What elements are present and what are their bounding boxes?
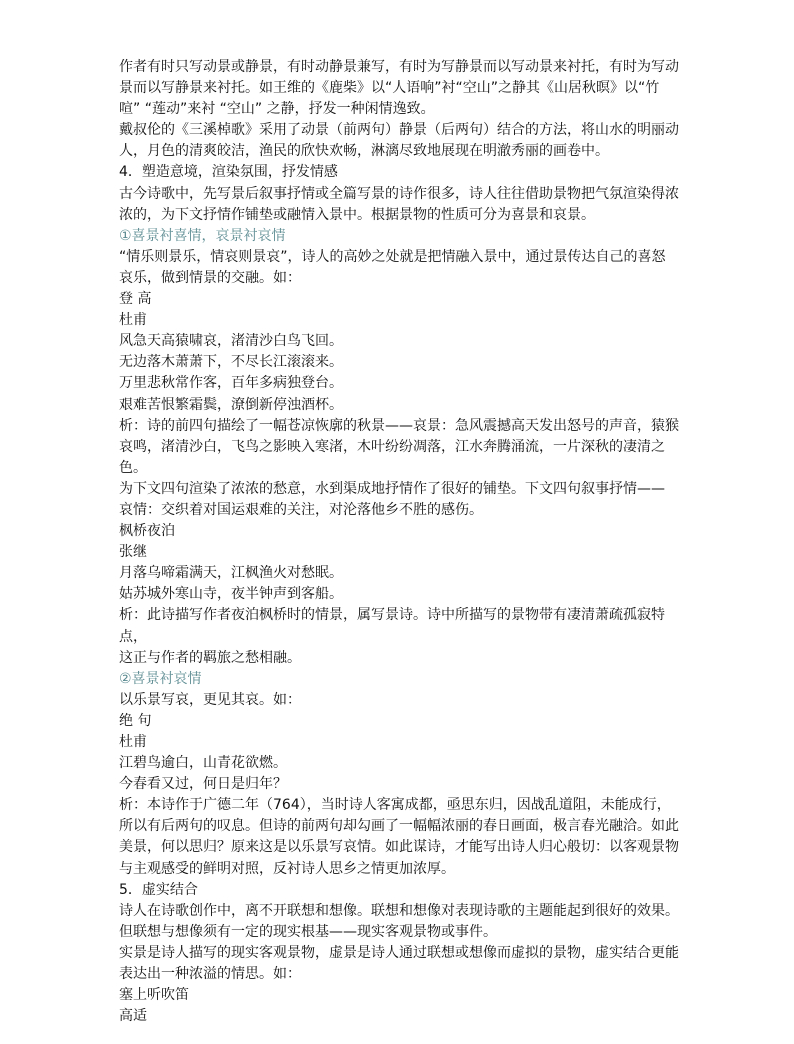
poem-title: 登 高 bbox=[119, 291, 152, 308]
text-line: 戴叔伦的《三溪棹歌》采用了动景（前两句）静景（后两句）结合的方法，将山水的明丽动 bbox=[119, 122, 679, 139]
text-line: 哀鸣，渚清沙白，飞鸟之影映入寒渚，木叶纷纷凋落，江水奔腾涌流，一片深秋的凄清之色。 bbox=[119, 438, 665, 476]
subsection-heading: ②喜景衬哀情 bbox=[119, 670, 202, 687]
text-line: 与主观感受的鲜明对照，反衬诗人思乡之情更加浓厚。 bbox=[119, 860, 455, 877]
text-line: 诗人在诗歌创作中，离不开联想和想像。联想和想像对表现诗歌的主题能起到很好的效果。 bbox=[119, 902, 679, 919]
text-line: 但联想与想像须有一定的现实根基——现实客观景物或事件。 bbox=[119, 923, 497, 940]
poem-line: 万里悲秋常作客，百年多病独登台。 bbox=[119, 375, 343, 392]
section-heading: 5．虚实结合 bbox=[119, 881, 198, 898]
text-line: 古今诗歌中，先写景后叙事抒情或全篇写景的诗作很多，诗人往往借助景物把气氛渲染得浓 bbox=[119, 185, 679, 202]
poem-author: 杜甫 bbox=[119, 734, 147, 750]
text-line: 析：此诗描写作者夜泊枫桥时的情景，属写景诗。诗中所描写的景物带有凄清萧疏孤寂特点， bbox=[119, 607, 665, 645]
text-line: 人，月色的清爽皎洁，渔民的欣快欢畅，淋漓尽致地展现在明澈秀丽的画卷中。 bbox=[119, 143, 609, 160]
poem-line: 江碧鸟逾白，山青花欲燃。 bbox=[119, 755, 287, 772]
text-line: 哀情：交织着对国运艰难的关注，对沦落他乡不胜的感伤。 bbox=[119, 501, 483, 518]
poem-author: 杜甫 bbox=[119, 312, 147, 329]
poem-line: 今春看又过，何日是归年？ bbox=[119, 776, 287, 793]
text-line: 景而以写静景来衬托。如王维的《鹿柴》以“人语响”衬“空山”之静其《山居秋暝》以“竹 bbox=[119, 80, 660, 97]
section-heading: 4．塑造意境，渲染氛围，抒发情感 bbox=[119, 164, 338, 181]
text-line: 作者有时只写动景或静景，有时动静景兼写，有时为写静景而以写动景来衬托，有时为写动 bbox=[119, 59, 679, 75]
text-line: 哀乐，做到情景的交融。如： bbox=[119, 269, 301, 286]
poem-title: 塞上听吹笛 bbox=[119, 987, 189, 1004]
poem-author: 张继 bbox=[119, 544, 147, 561]
text-line: 所以有后两句的叹息。但诗的前两句却勾画了一幅幅浓丽的春日画面，极言春光融洽。如此 bbox=[119, 818, 679, 835]
poem-title: 枫桥夜泊 bbox=[119, 523, 175, 540]
document-body bbox=[119, 57, 679, 1027]
poem-line: 无边落木萧萧下，不尽长江滚滚来。 bbox=[119, 354, 343, 371]
text-line: 以乐景写哀，更见其哀。如： bbox=[119, 691, 301, 708]
text-line: 析：本诗作于广德二年（764），当时诗人客寓成都，亟思东归，因战乱道阻，未能成行， bbox=[119, 797, 671, 814]
text-line: 析：诗的前四句描绘了一幅苍凉恢廓的秋景——哀景：急风震撼高天发出怒号的声音，猿猴 bbox=[119, 417, 679, 434]
text-line: 实景是诗人描写的现实客观景物，虚景是诗人通过联想或想像而虚拟的景物，虚实结合更能 bbox=[119, 944, 679, 961]
text-line: 为下文四句渲染了浓浓的愁意，水到渠成地抒情作了很好的铺垫。下文四句叙事抒情—— bbox=[119, 480, 665, 497]
poem-line: 艰难苦恨繁霜鬓，潦倒新停浊酒杯。 bbox=[119, 396, 343, 413]
text-line: 这正与作者的羁旅之愁相融。 bbox=[119, 649, 301, 666]
text-line: “情乐则景乐，情哀则景哀”，诗人的高妙之处就是把情融入景中，通过景传达自己的喜怒 bbox=[119, 248, 666, 265]
subsection-heading: ①喜景衬喜情，哀景衬哀情 bbox=[119, 227, 286, 244]
text-line: 浓的，为下文抒情作铺垫或融情入景中。根据景物的性质可分为喜景和哀景。 bbox=[119, 206, 595, 223]
poem-line: 风急天高猿啸哀，渚清沙白鸟飞回。 bbox=[119, 333, 343, 350]
text-line: 喧” “莲动”来衬 “空山” 之静，抒发一种闲情逸致。 bbox=[119, 101, 435, 118]
poem-line: 月落乌啼霜满天，江枫渔火对愁眠。 bbox=[119, 565, 343, 582]
poem-title: 绝 句 bbox=[119, 712, 152, 729]
text-line: 表达出一种浓溢的情思。如： bbox=[119, 966, 301, 983]
text-line: 美景，何以思归？原来这是以乐景写哀情。如此谋诗，才能写出诗人归心般切：以客观景物 bbox=[119, 839, 679, 856]
poem-author: 高适 bbox=[119, 1008, 147, 1025]
poem-line: 姑苏城外寒山寺，夜半钟声到客船。 bbox=[119, 586, 343, 603]
